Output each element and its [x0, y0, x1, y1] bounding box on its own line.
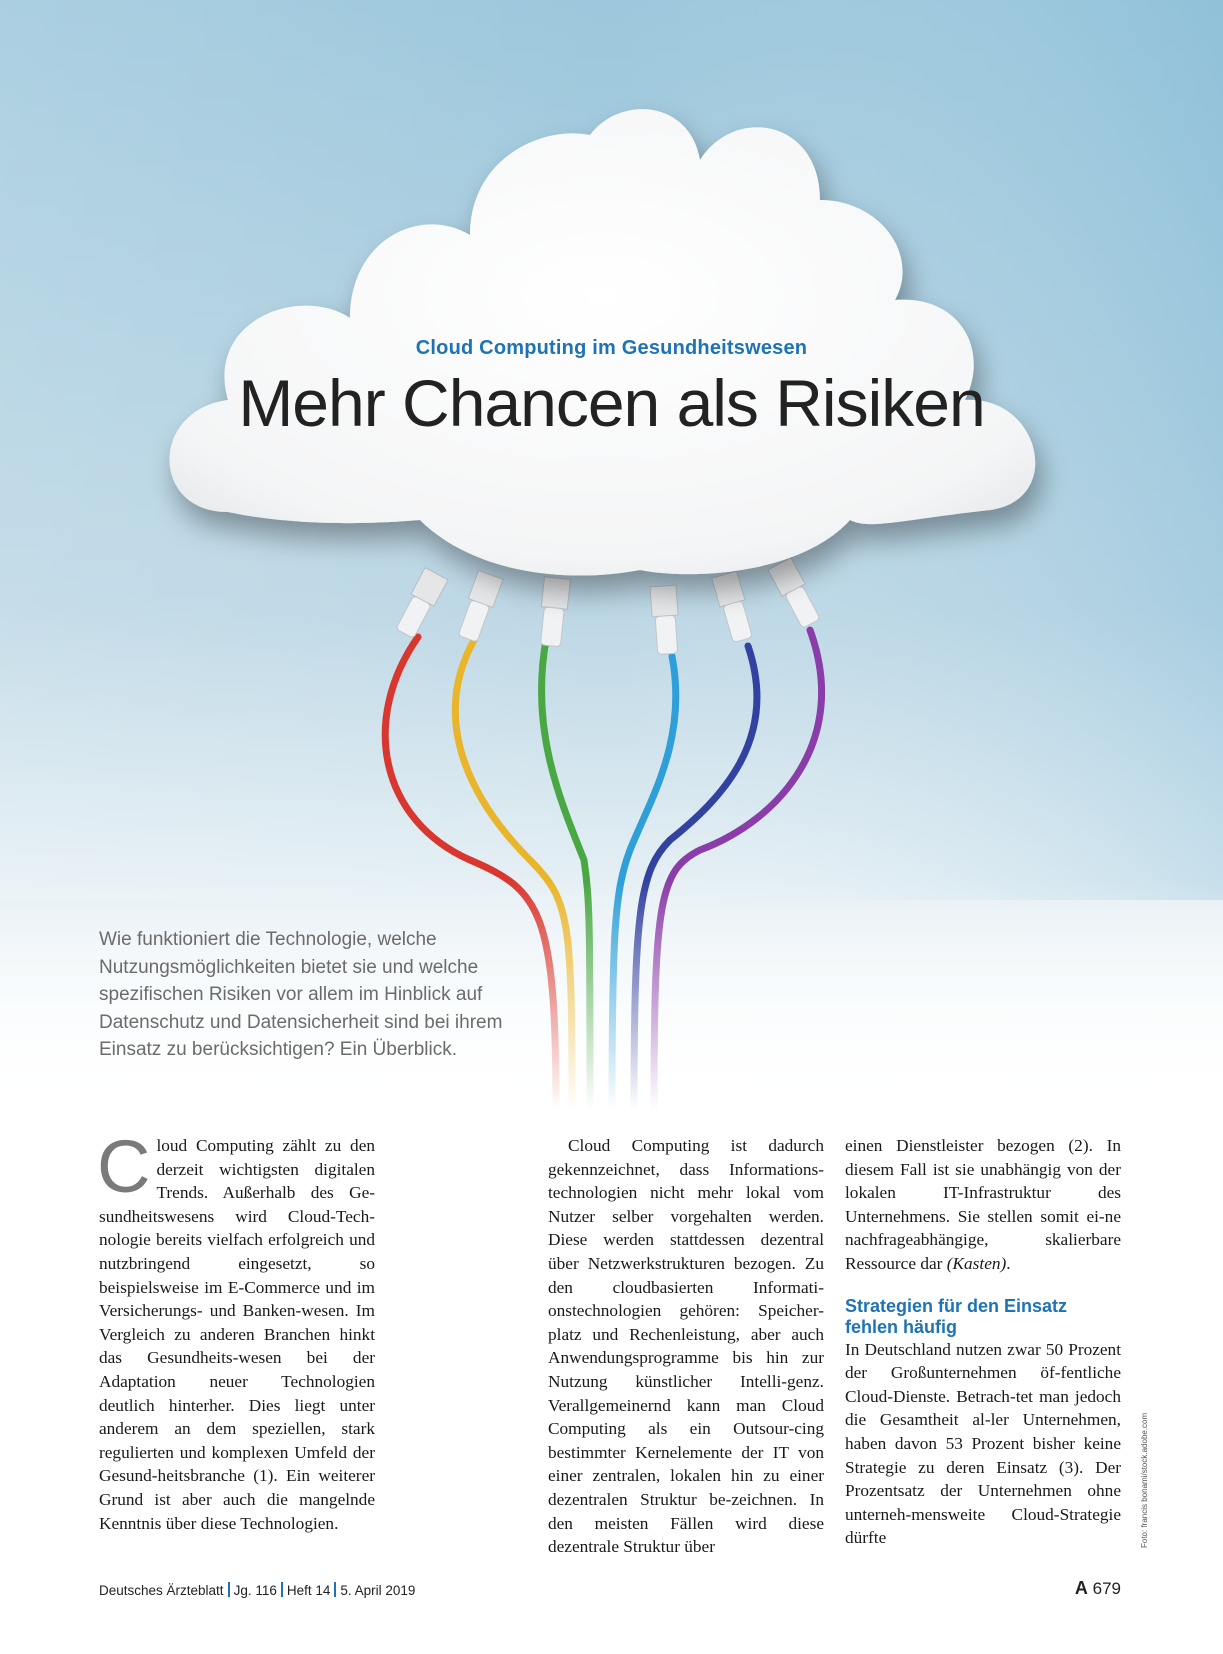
- footer-separator: [281, 1582, 283, 1597]
- footer-separator: [228, 1582, 230, 1597]
- dropcap: C: [97, 1125, 151, 1208]
- journal-name: Deutsches Ärzteblatt: [99, 1583, 224, 1598]
- footer-separator: [334, 1582, 336, 1597]
- column-2-text: Cloud Computing ist dadurch gekennzeichnet, dass Informations-technologien nicht mehr lokal vom Nutzer selber vorgehalten werden. Diese werden stattdessen dezentral über Netzwerkstrukturen bezogen. Zu den cloudbasierten Informati-onstechnologien gehören: Speicher-platz und Rechenleistung, aber auch Anwendungsprogramme bis hin zur Nutzung künstlicher Intelli-genz. Verallgemeinernd kann man Cloud Computing als ein Outsour-cing bestimmter Kernelemente der IT von einer zentralen, lokalen hin zu einer dezentralen Struktur be-zeichnen. In den meisten Fällen wird diese dezentrale Struktur über: [548, 1136, 824, 1557]
- issue-date: 5. April 2019: [340, 1583, 416, 1598]
- page-number: [1075, 1578, 1121, 1599]
- article-column-3: [845, 1134, 1121, 1550]
- page-footer: [99, 1582, 415, 1598]
- article-column-1: [97, 1125, 375, 1535]
- column-3-intro-text: einen Dienstleister bezogen (2). In diesem Fall ist sie unabhängig von der lokalen IT-Infrastruktur des Unternehmens. Sie stellen somit ei-ne nachfrageabhängige, skalierbare Ressource dar: [845, 1136, 1121, 1273]
- article-lead: Wie funktioniert die Technologie, welche Nutzungsmöglichkeiten bietet sie und welche spezifischen Risiken vor allem im Hinblick auf Datenschutz und Datensicherheit sind bei ihrem Einsatz zu berücksichtigen? Ein Überblick.: [99, 929, 503, 1060]
- page-number-value: 679: [1092, 1579, 1121, 1598]
- kasten-reference: (Kasten): [946, 1253, 1007, 1273]
- article-headline: Mehr Chancen als Risiken: [238, 366, 985, 440]
- column-3-intro-end: .: [1006, 1253, 1011, 1273]
- column-3-body: In Deutschland nutzen zwar 50 Prozent der Großunternehmen öf-fentliche Cloud-Dienste. Betrach-tet man jedoch die Gesamtheit al-ler Unternehmen, haben davon 53 Prozent bisher keine Strategie zu deren Einsatz (3). Der Prozentsatz der Unternehmen ohne unterneh-mensweite Cloud-Strategie dürfte: [845, 1339, 1121, 1548]
- article-kicker: Cloud Computing im Gesundheitswesen: [415, 337, 808, 359]
- article-column-2: [548, 1134, 824, 1559]
- page-prefix: A: [1074, 1578, 1088, 1598]
- column-1-text: loud Computing zählt zu den derzeit wichtigsten digitalen Trends. Außerhalb des Ge-sundheitswesens wird Cloud-Tech-nologie bereits vielfach erfolgreich und nutzbringend eingesetzt, so beispielsweise im E-Commerce und im Versicherungs- und Banken-wesen. Im Vergleich zu anderen Branchen hinkt das Gesundheits-wesen bei der Adaptation neuer Technologien deutlich hinterher. Dies liegt unter anderem an dem speziellen, stark regulierten und komplexen Umfeld der Gesund-heitsbranche (1). Ein weiterer Grund ist aber auch die mangelnde Kenntnis über diese Technologien.: [99, 1136, 375, 1533]
- section-subhead: Strategien für den Einsatz fehlen häufig: [845, 1295, 1068, 1337]
- journal-issue: Heft 14: [286, 1583, 331, 1598]
- journal-volume: Jg. 116: [233, 1583, 277, 1598]
- column-3-intro: [845, 1134, 1121, 1276]
- photo-credit: Foto: francis bonami/stock.adobe.com: [1140, 1412, 1149, 1548]
